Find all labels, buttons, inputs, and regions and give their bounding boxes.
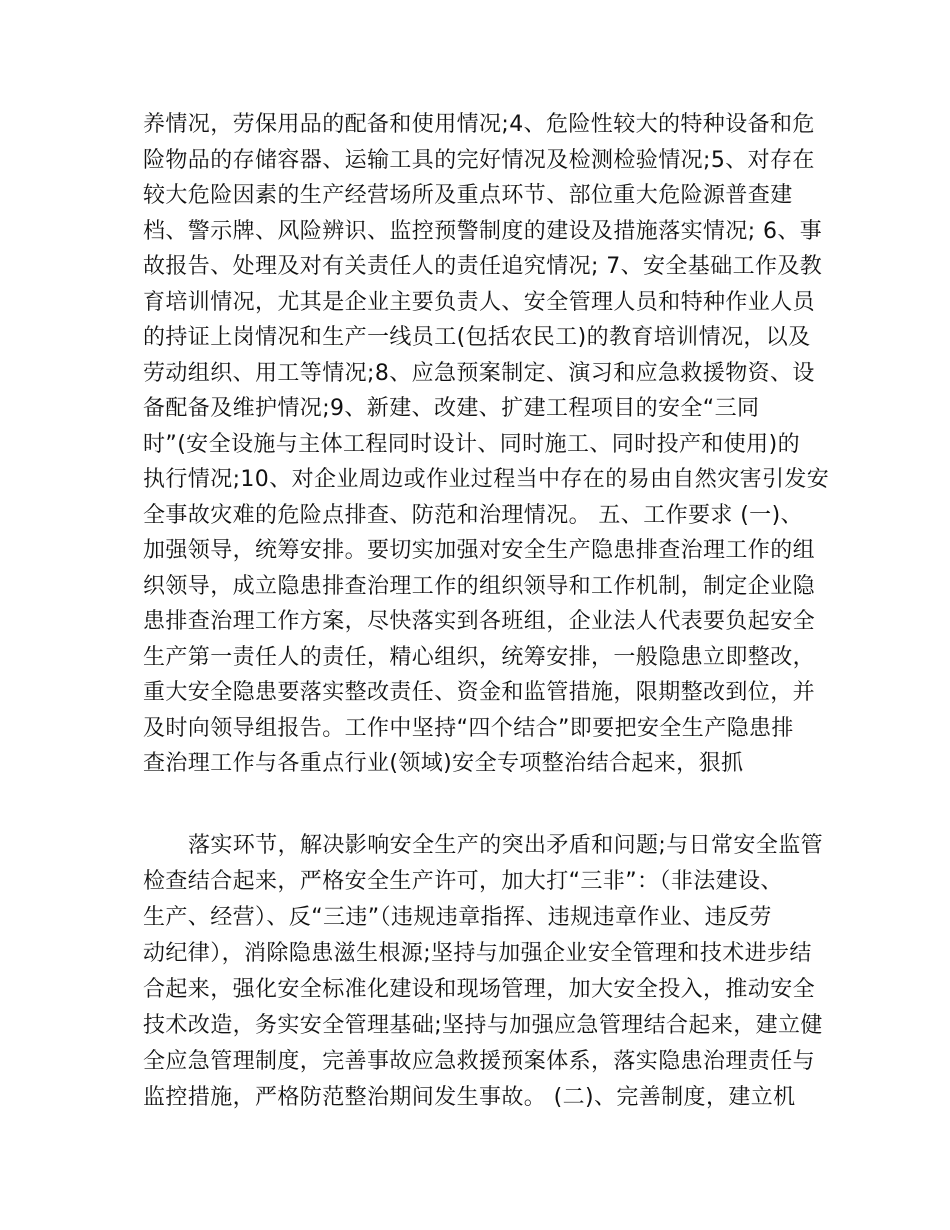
text-line: 加强领导，统筹安排。要切实加强对安全生产隐患排查治理工作的组	[143, 538, 816, 563]
text-line: 较大危险因素的生产经营场所及重点环节、部位重大危险源普查建	[143, 183, 793, 208]
text-line: 时”(安全设施与主体工程同时设计、同时施工、同时投产和使用)的	[143, 432, 800, 457]
text-line: 合起来，强化安全标准化建设和现场管理，加大安全投入，推动安全	[143, 977, 816, 1002]
text-line: 备配备及维护情况;9、新建、改建、扩建工程项目的安全“三同	[143, 396, 760, 421]
text-line: 劳动组织、用工等情况;8、应急预案制定、演习和应急救援物资、设	[143, 361, 815, 386]
text-line: 档、警示牌、风险辨识、监控预警制度的建设及措施落实情况; 6、事	[143, 219, 823, 244]
text-line: 查治理工作与各重点行业(领域)安全专项整治结合起来，狠抓	[143, 751, 744, 776]
text-line: 故报告、处理及对有关责任人的责任追究情况; 7、安全基础工作及教	[143, 254, 823, 279]
text-line: 患排查治理工作方案，尽快落实到各班组，企业法人代表要负起安全	[143, 609, 816, 634]
text-line: 执行情况;10、对企业周边或作业过程当中存在的易由自然灾害引发安	[143, 467, 830, 492]
text-line: 落实环节，解决影响安全生产的突出矛盾和问题;与日常安全监管	[188, 833, 824, 858]
text-line: 织领导，成立隐患排查治理工作的组织领导和工作机制，制定企业隐	[143, 574, 816, 599]
text-line: 生产第一责任人的责任，精心组织，统筹安排，一般隐患立即整改，	[143, 645, 816, 670]
text-line: 育培训情况，尤其是企业主要负责人、安全管理人员和特种作业人员	[143, 290, 816, 315]
text-line: 技术改造，务实安全管理基础;坚持与加强应急管理结合起来，建立健	[143, 1013, 823, 1038]
text-line: 全应急管理制度，完善事故应急救援预案体系，落实隐患治理责任与	[143, 1049, 816, 1074]
text-line: 监控措施，严格防范整治期间发生事故。 (二)、完善制度，建立机	[143, 1085, 796, 1110]
text-line: 的持证上岗情况和生产一线员工(包括农民工)的教育培训情况，以及	[143, 325, 811, 350]
text-line: 养情况，劳保用品的配备和使用情况;4、危险性较大的特种设备和危	[143, 112, 815, 137]
text-line: 生产、经营）、反“三违”（违规违章指挥、违规违章作业、违反劳	[143, 905, 772, 930]
text-line: 检查结合起来，严格安全生产许可，加大打“三非”：（非法建设、	[143, 869, 783, 894]
text-line: 动纪律），消除隐患滋生根源;坚持与加强企业安全管理和技术进步结	[143, 941, 812, 966]
text-line: 全事故灾难的危险点排查、防范和治理情况。 五、工作要求 (一)、	[143, 503, 803, 528]
text-line: 险物品的存储容器、运输工具的完好情况及检测检验情况;5、对存在	[143, 148, 815, 173]
text-line: 重大安全隐患要落实整改责任、资金和监管措施，限期整改到位，并	[143, 680, 816, 705]
text-line: 及时向领导组报告。工作中坚持“四个结合”即要把安全生产隐患排	[143, 716, 794, 741]
